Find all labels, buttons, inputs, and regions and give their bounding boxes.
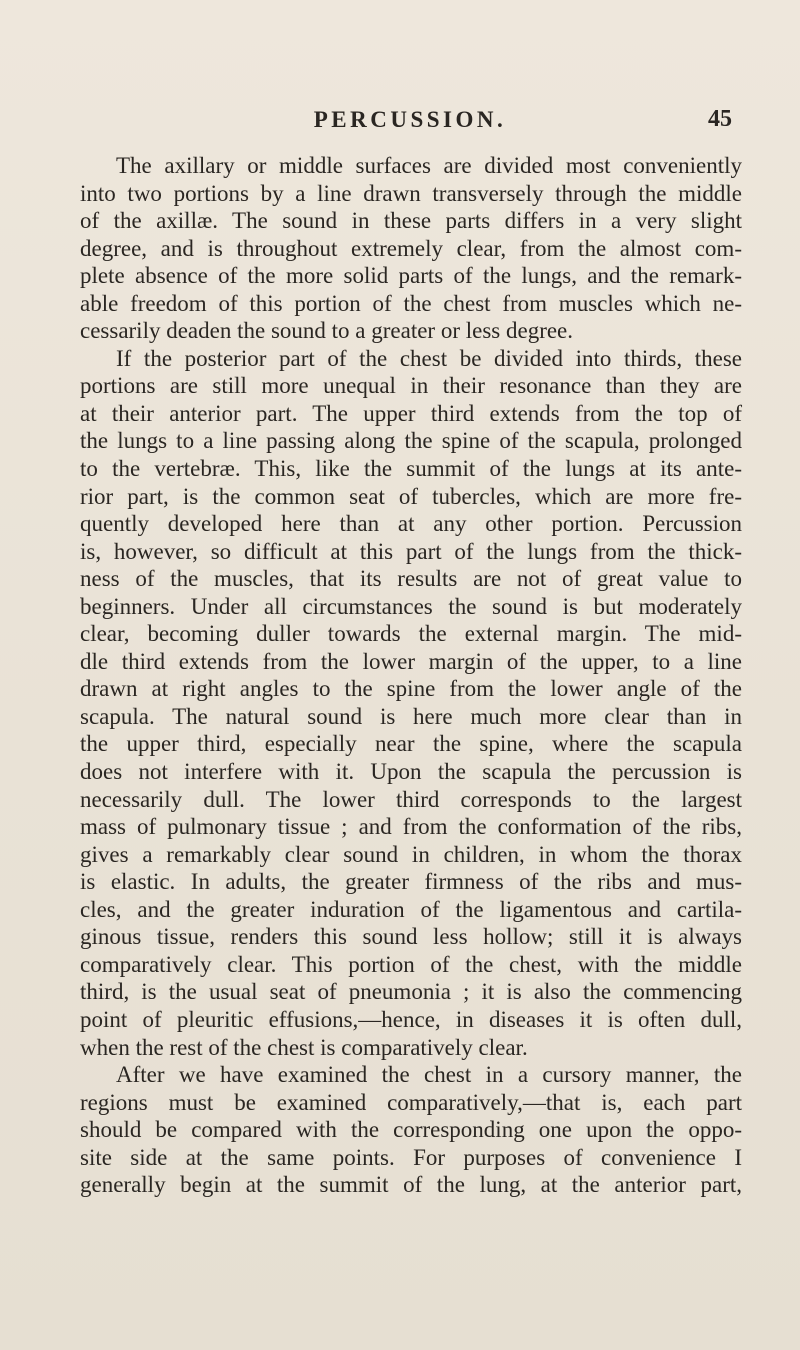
text-line: at their anterior part. The upper third extends from the top of [80, 400, 742, 426]
text-line: necessarily dull. The lower third corresponds to the largest [80, 786, 742, 812]
text-line: of the axillæ. The sound in these parts differs in a very slight [80, 208, 742, 234]
text-line: does not interfere with it. Upon the scapula the percussion is [80, 759, 742, 785]
text-line: is elastic. In adults, the greater firmness of the ribs and mus- [80, 869, 742, 895]
text-line: cessarily deaden the sound to a greater or less degree. [80, 318, 574, 344]
text-line: ness of the muscles, that its results are not of great value to [80, 566, 742, 592]
text-line: rior part, is the common seat of tubercles, which are more fre- [80, 483, 742, 509]
text-line: generally begin at the summit of the lung, at the anterior part, [80, 1172, 742, 1198]
running-head [80, 103, 740, 137]
text-line: The axillary or middle surfaces are divided most conveniently [116, 153, 742, 178]
text-line: to the vertebræ. This, like the summit of the lungs at its ante- [80, 456, 742, 482]
text-line: the upper third, especially near the spine, where the scapula [80, 731, 742, 757]
paragraph [80, 1061, 742, 1199]
text-line: regions must be examined comparatively,—that is, each part [80, 1089, 742, 1115]
text-line: degree, and is throughout extremely clear, from the almost com- [80, 235, 742, 261]
text-line: dle third extends from the lower margin of the upper, to a line [80, 648, 742, 674]
text-line: If the posterior part of the chest be divided into thirds, these [116, 345, 742, 371]
text-line: quently developed here than at any other portion. Percussion [80, 511, 742, 537]
text-line: plete absence of the more solid parts of the lungs, and the remark- [80, 263, 742, 289]
text-line: third, is the usual seat of pneumonia ; it is also the commencing [80, 979, 742, 1005]
text-line: drawn at right angles to the spine from the lower angle of the [80, 676, 742, 702]
text-line: comparatively clear. This portion of the chest, with the middle [80, 951, 742, 977]
text-line: site side at the same points. For purposes of convenience I [80, 1144, 742, 1170]
text-line: cles, and the greater induration of the ligamentous and cartila- [80, 896, 742, 922]
text-line: After we have examined the chest in a cursory manner, the [116, 1062, 742, 1088]
body-text [80, 152, 742, 1199]
running-title: PERCUSSION. [313, 107, 507, 132]
text-line: mass of pulmonary tissue ; and from the conformation of the ribs, [80, 814, 742, 840]
text-line: gives a remarkably clear sound in children, in whom the thorax [80, 841, 742, 867]
text-line: the lungs to a line passing along the spine of the scapula, prolonged [80, 428, 742, 454]
text-line: should be compared with the corresponding one upon the oppo- [80, 1117, 742, 1143]
text-line: ginous tissue, renders this sound less hollow; still it is always [80, 924, 742, 950]
paragraph [80, 345, 742, 1061]
text-line: is, however, so difficult at this part of the lungs from the thick- [80, 538, 742, 564]
text-line: able freedom of this portion of the chest from muscles which ne- [80, 290, 742, 316]
text-line: when the rest of the chest is comparatively clear. [80, 1034, 528, 1060]
paragraph [80, 152, 742, 345]
text-line: point of pleuritic effusions,—hence, in diseases it is often dull, [80, 1006, 742, 1032]
text-line: scapula. The natural sound is here much more clear than in [80, 703, 742, 729]
text-line: into two portions by a line drawn transversely through the middle [80, 180, 742, 206]
text-line: beginners. Under all circumstances the sound is but moderately [80, 593, 742, 619]
text-line: portions are still more unequal in their resonance than they are [80, 373, 742, 399]
page-number: 45 [708, 106, 732, 132]
text-line: clear, becoming duller towards the external margin. The mid- [80, 621, 742, 647]
